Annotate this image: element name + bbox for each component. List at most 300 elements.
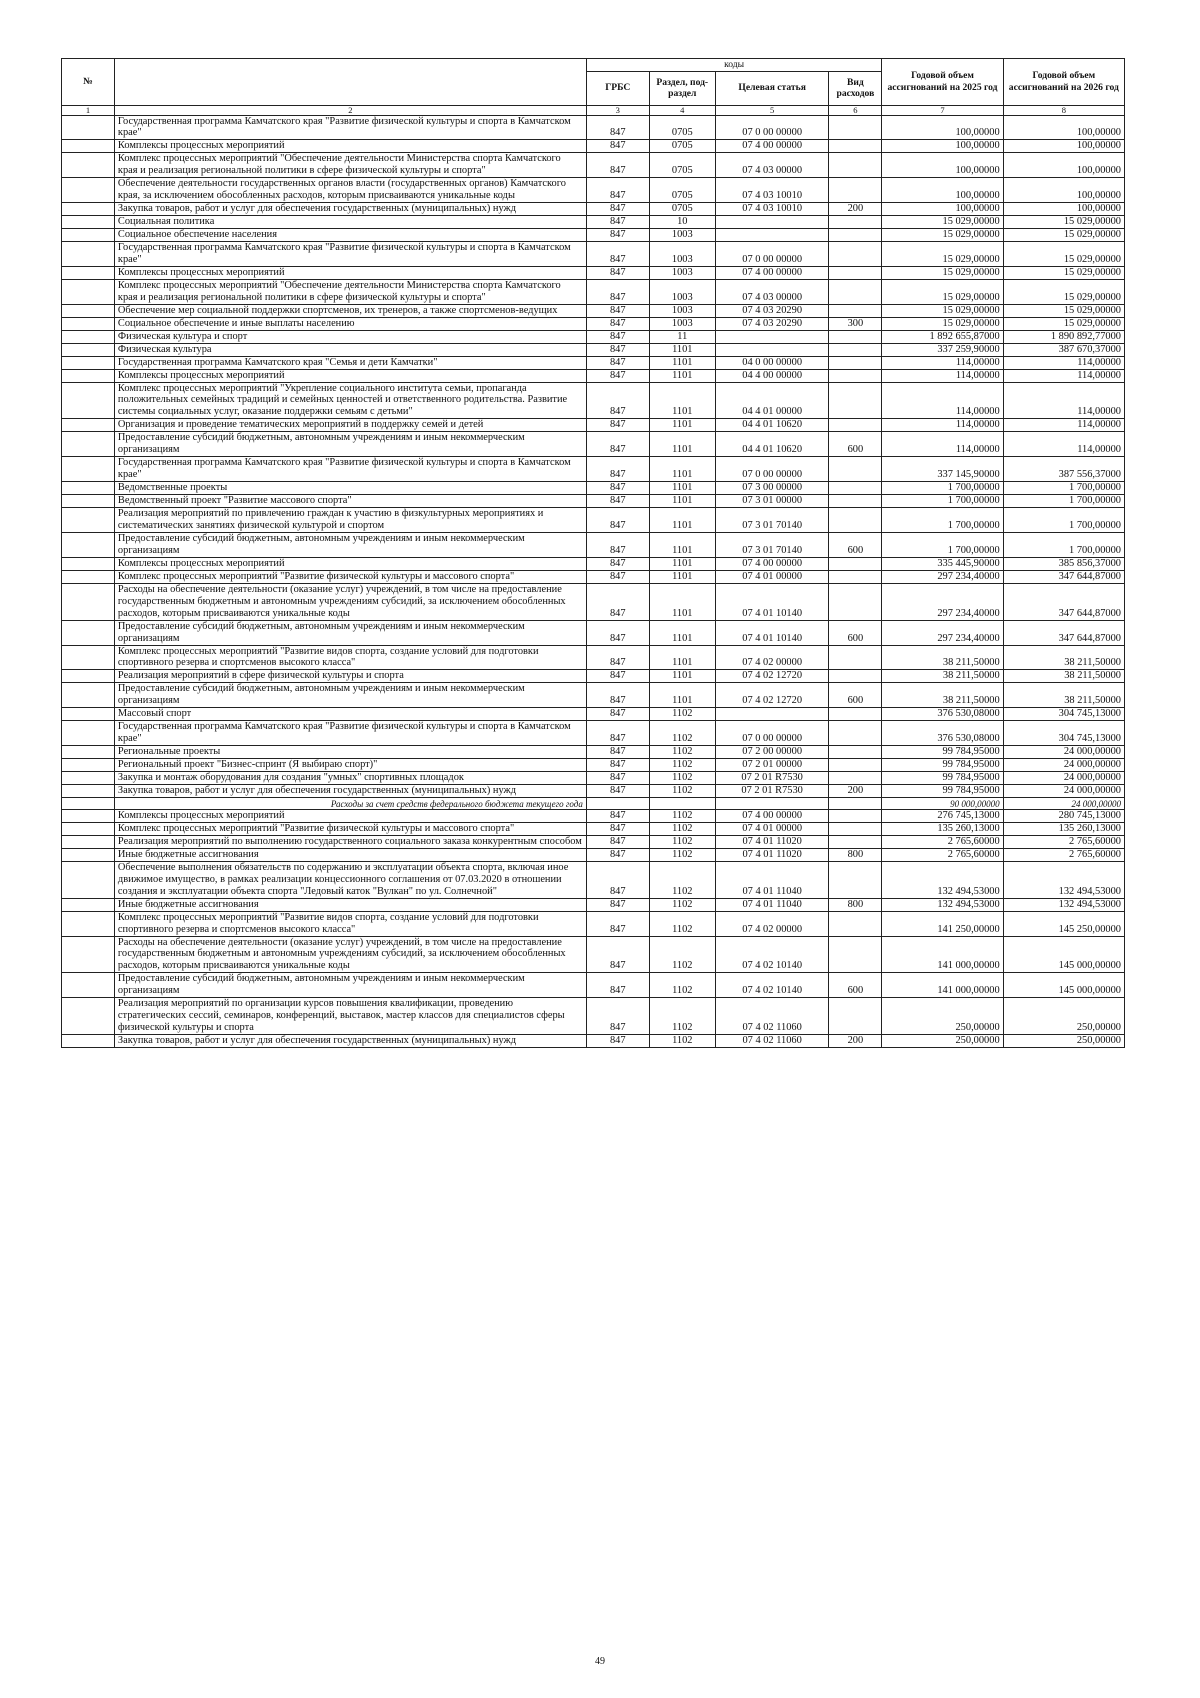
row-volume-2025: 132 494,53000 (882, 898, 1003, 911)
row-grbs: 847 (586, 570, 649, 583)
row-section: 1102 (649, 746, 715, 759)
row-name: Расходы на обеспечение деятельности (оказание услуг) учреждений, в том числе на предоставление государственным бюджетным и автономным учреждениям субсидий, за исключением обособленных расходов, которым присваиваются уникальные коды (114, 936, 586, 973)
table-row (62, 203, 1125, 216)
row-section: 1101 (649, 343, 715, 356)
row-number-cell (62, 822, 115, 835)
row-expense-type (829, 115, 882, 140)
row-name: Комплекс процессных мероприятий "Обеспечение деятельности Министерства спорта Камчатского края и реализация региональной политики в сфере физической культуры и спорта" (114, 279, 586, 304)
row-name: Обеспечение выполнения обязательств по содержанию и эксплуатации объекта спорта, включая иное движимое имущество, в рамках реализации концессионного соглашения от 07.03.2020 в отношении создания и эксплуатации объекта спорта "Ледовый каток "Вулкан" по ул. Солнечной" (114, 861, 586, 898)
row-number-cell (62, 570, 115, 583)
row-section: 1003 (649, 266, 715, 279)
row-target: 04 4 01 00000 (715, 382, 829, 419)
row-grbs: 847 (586, 203, 649, 216)
row-volume-2025: 99 784,95000 (882, 746, 1003, 759)
row-volume-2025: 100,00000 (882, 178, 1003, 203)
row-section: 0705 (649, 115, 715, 140)
row-name: Предоставление субсидий бюджетным, автономным учреждениям и иным некоммерческим организациям (114, 432, 586, 457)
row-name: Ведомственный проект "Развитие массового спорта" (114, 495, 586, 508)
row-volume-2026: 38 211,50000 (1003, 670, 1124, 683)
row-volume-2025: 1 700,00000 (882, 532, 1003, 557)
row-number-cell (62, 785, 115, 798)
row-volume-2026: 250,00000 (1003, 1035, 1124, 1048)
row-volume-2025: 1 700,00000 (882, 508, 1003, 533)
row-target: 07 4 03 20290 (715, 304, 829, 317)
row-section: 1102 (649, 848, 715, 861)
row-grbs: 847 (586, 809, 649, 822)
row-expense-type (829, 570, 882, 583)
row-volume-2025: 114,00000 (882, 432, 1003, 457)
table-row (62, 369, 1125, 382)
row-grbs: 847 (586, 645, 649, 670)
row-target: 07 3 01 00000 (715, 495, 829, 508)
row-expense-type (829, 708, 882, 721)
row-expense-type: 800 (829, 848, 882, 861)
row-grbs: 847 (586, 861, 649, 898)
row-volume-2025: 38 211,50000 (882, 683, 1003, 708)
row-name: Комплекс процессных мероприятий "Обеспечение деятельности Министерства спорта Камчатского края и реализация региональной политики в сфере физической культуры и спорта" (114, 153, 586, 178)
table-row (62, 822, 1125, 835)
table-row (62, 482, 1125, 495)
row-name: Массовый спорт (114, 708, 586, 721)
row-target: 07 0 00 00000 (715, 721, 829, 746)
row-target: 07 3 01 70140 (715, 508, 829, 533)
row-section: 1102 (649, 898, 715, 911)
row-number-cell (62, 153, 115, 178)
row-section: 1101 (649, 645, 715, 670)
row-section: 1102 (649, 1035, 715, 1048)
table-row (62, 140, 1125, 153)
row-expense-type (829, 495, 882, 508)
row-expense-type: 600 (829, 683, 882, 708)
row-section: 1102 (649, 772, 715, 785)
row-grbs: 847 (586, 898, 649, 911)
row-name: Обеспечение мер социальной поддержки спортсменов, их тренеров, а также спортсменов-ведущих (114, 304, 586, 317)
row-expense-type (829, 242, 882, 267)
row-expense-type (829, 178, 882, 203)
row-grbs: 847 (586, 242, 649, 267)
table-row (62, 835, 1125, 848)
row-target: 07 3 01 70140 (715, 532, 829, 557)
row-expense-type (829, 645, 882, 670)
table-row (62, 279, 1125, 304)
row-target: 07 4 01 11040 (715, 898, 829, 911)
row-volume-2025: 15 029,00000 (882, 304, 1003, 317)
row-section: 1003 (649, 317, 715, 330)
row-expense-type (829, 998, 882, 1035)
row-target: 07 4 03 00000 (715, 153, 829, 178)
column-number: 3 (586, 105, 649, 115)
row-volume-2025: 100,00000 (882, 115, 1003, 140)
row-volume-2026: 1 700,00000 (1003, 508, 1124, 533)
row-expense-type: 600 (829, 432, 882, 457)
budget-table (61, 58, 1125, 1048)
row-grbs: 847 (586, 330, 649, 343)
row-expense-type: 200 (829, 785, 882, 798)
row-expense-type (829, 721, 882, 746)
row-volume-2025: 114,00000 (882, 356, 1003, 369)
row-number-cell (62, 279, 115, 304)
row-volume-2025: 1 700,00000 (882, 482, 1003, 495)
row-volume-2026: 1 890 892,77000 (1003, 330, 1124, 343)
row-name: Организация и проведение тематических мероприятий в поддержку семей и детей (114, 419, 586, 432)
row-expense-type (829, 759, 882, 772)
row-expense-type (829, 746, 882, 759)
row-target (715, 330, 829, 343)
row-number-cell (62, 343, 115, 356)
row-grbs: 847 (586, 1035, 649, 1048)
row-expense-type (829, 266, 882, 279)
row-grbs: 847 (586, 620, 649, 645)
row-volume-2025: 135 260,13000 (882, 822, 1003, 835)
table-row (62, 973, 1125, 998)
row-section: 1003 (649, 304, 715, 317)
row-number-cell (62, 708, 115, 721)
row-target: 04 4 01 10620 (715, 419, 829, 432)
row-volume-2026: 280 745,13000 (1003, 809, 1124, 822)
row-volume-2025: 250,00000 (882, 998, 1003, 1035)
row-volume-2025: 2 765,60000 (882, 848, 1003, 861)
row-section: 1102 (649, 809, 715, 822)
row-expense-type (829, 229, 882, 242)
row-grbs: 847 (586, 279, 649, 304)
row-target: 07 2 01 R7530 (715, 785, 829, 798)
row-volume-2026: 145 250,00000 (1003, 911, 1124, 936)
row-expense-type (829, 911, 882, 936)
row-volume-2026: 145 000,00000 (1003, 936, 1124, 973)
row-section: 1101 (649, 683, 715, 708)
table-row (62, 432, 1125, 457)
row-number-cell (62, 419, 115, 432)
row-name: Расходы на обеспечение деятельности (оказание услуг) учреждений, в том числе на предоставление государственным бюджетным и автономным учреждениям субсидий, за исключением обособленных расходов, которым присваиваются уникальные коды (114, 583, 586, 620)
table-row (62, 382, 1125, 419)
row-volume-2025: 376 530,08000 (882, 708, 1003, 721)
table-row (62, 508, 1125, 533)
row-volume-2025: 15 029,00000 (882, 216, 1003, 229)
row-expense-type (829, 382, 882, 419)
table-row (62, 457, 1125, 482)
row-target: 07 4 02 11060 (715, 1035, 829, 1048)
row-volume-2025: 2 765,60000 (882, 835, 1003, 848)
row-target: 07 4 03 00000 (715, 279, 829, 304)
row-volume-2025: 114,00000 (882, 419, 1003, 432)
row-section: 1003 (649, 242, 715, 267)
row-expense-type (829, 508, 882, 533)
row-volume-2026: 2 765,60000 (1003, 848, 1124, 861)
row-section: 1102 (649, 835, 715, 848)
row-name: Реализация мероприятий по организации курсов повышения квалификации, проведению стратегических сессий, семинаров, конференций, выставок, мастер классов для специалистов сферы физической культуры и спорта (114, 998, 586, 1035)
table-row (62, 419, 1125, 432)
table-row (62, 115, 1125, 140)
row-section: 1101 (649, 508, 715, 533)
row-section: 1102 (649, 911, 715, 936)
row-volume-2026: 135 260,13000 (1003, 822, 1124, 835)
row-volume-2025: 335 445,90000 (882, 557, 1003, 570)
row-name: Комплексы процессных мероприятий (114, 266, 586, 279)
row-section: 1101 (649, 620, 715, 645)
row-section: 1101 (649, 457, 715, 482)
row-number-cell (62, 356, 115, 369)
row-target: 04 4 01 10620 (715, 432, 829, 457)
row-volume-2025: 99 784,95000 (882, 772, 1003, 785)
table-row (62, 721, 1125, 746)
row-number-cell (62, 495, 115, 508)
row-volume-2025: 38 211,50000 (882, 670, 1003, 683)
row-target: 07 4 02 12720 (715, 670, 829, 683)
row-target: 07 0 00 00000 (715, 242, 829, 267)
row-name: Комплексы процессных мероприятий (114, 369, 586, 382)
row-volume-2026: 24 000,00000 (1003, 797, 1124, 809)
column-number: 7 (882, 105, 1003, 115)
row-volume-2026: 114,00000 (1003, 356, 1124, 369)
row-section: 1101 (649, 583, 715, 620)
table-row (62, 746, 1125, 759)
row-expense-type: 600 (829, 532, 882, 557)
row-volume-2026: 347 644,87000 (1003, 583, 1124, 620)
table-row (62, 998, 1125, 1035)
row-number-cell (62, 797, 115, 809)
row-target: 07 4 01 11020 (715, 835, 829, 848)
row-volume-2026: 1 700,00000 (1003, 532, 1124, 557)
row-volume-2025: 1 892 655,87000 (882, 330, 1003, 343)
table-row (62, 759, 1125, 772)
row-expense-type (829, 557, 882, 570)
row-target: 07 4 02 10140 (715, 936, 829, 973)
row-volume-2025: 337 259,90000 (882, 343, 1003, 356)
row-name: Комплексы процессных мероприятий (114, 140, 586, 153)
row-section: 1101 (649, 532, 715, 557)
row-name: Комплекс процессных мероприятий "Развитие видов спорта, создание условий для подготовки спортивного резерва и спортсменов высокого класса" (114, 911, 586, 936)
row-expense-type: 600 (829, 973, 882, 998)
row-number-cell (62, 861, 115, 898)
row-volume-2025: 141 000,00000 (882, 973, 1003, 998)
row-name: Реализация мероприятий в сфере физической культуры и спорта (114, 670, 586, 683)
row-number-cell (62, 898, 115, 911)
row-section: 1101 (649, 670, 715, 683)
row-volume-2025: 132 494,53000 (882, 861, 1003, 898)
row-target (715, 229, 829, 242)
row-grbs: 847 (586, 911, 649, 936)
table-row (62, 936, 1125, 973)
page-number: 49 (595, 1656, 605, 1667)
row-volume-2025: 141 250,00000 (882, 911, 1003, 936)
row-target (715, 343, 829, 356)
row-volume-2026: 347 644,87000 (1003, 620, 1124, 645)
row-volume-2025: 1 700,00000 (882, 495, 1003, 508)
row-volume-2025: 376 530,08000 (882, 721, 1003, 746)
table-row (62, 532, 1125, 557)
row-volume-2026: 347 644,87000 (1003, 570, 1124, 583)
row-target (715, 216, 829, 229)
row-name: Закупка товаров, работ и услуг для обеспечения государственных (муниципальных) нужд (114, 1035, 586, 1048)
row-number-cell (62, 330, 115, 343)
row-number-cell (62, 1035, 115, 1048)
table-row (62, 557, 1125, 570)
row-name: Комплекс процессных мероприятий "Развитие физической культуры и массового спорта" (114, 570, 586, 583)
row-volume-2025: 114,00000 (882, 369, 1003, 382)
row-volume-2026: 145 000,00000 (1003, 973, 1124, 998)
row-volume-2026: 114,00000 (1003, 382, 1124, 419)
row-name: Социальное обеспечение и иные выплаты населению (114, 317, 586, 330)
row-section: 0705 (649, 203, 715, 216)
row-expense-type (829, 153, 882, 178)
row-number-cell (62, 998, 115, 1035)
row-expense-type (829, 936, 882, 973)
row-name: Региональный проект "Бизнес-спринт (Я выбираю спорт)" (114, 759, 586, 772)
row-name: Государственная программа Камчатского края "Развитие физической культуры и спорта в Камчатском крае" (114, 115, 586, 140)
row-volume-2026: 24 000,00000 (1003, 785, 1124, 798)
row-number-cell (62, 911, 115, 936)
table-row (62, 708, 1125, 721)
row-section: 1101 (649, 495, 715, 508)
row-name: Ведомственные проекты (114, 482, 586, 495)
row-grbs: 847 (586, 356, 649, 369)
row-volume-2025: 15 029,00000 (882, 229, 1003, 242)
row-name: Предоставление субсидий бюджетным, автономным учреждениям и иным некоммерческим организациям (114, 532, 586, 557)
row-target: 07 4 01 00000 (715, 570, 829, 583)
column-number: 6 (829, 105, 882, 115)
row-expense-type (829, 304, 882, 317)
header-section: Раздел, под-раздел (649, 71, 715, 105)
row-name: Социальное обеспечение населения (114, 229, 586, 242)
row-volume-2025: 276 745,13000 (882, 809, 1003, 822)
row-section: 1101 (649, 419, 715, 432)
row-grbs: 847 (586, 835, 649, 848)
row-section: 1102 (649, 936, 715, 973)
row-section: 1003 (649, 229, 715, 242)
row-section: 1101 (649, 432, 715, 457)
table-row (62, 683, 1125, 708)
table-row (62, 178, 1125, 203)
row-volume-2026: 38 211,50000 (1003, 645, 1124, 670)
row-volume-2025: 99 784,95000 (882, 759, 1003, 772)
row-expense-type (829, 482, 882, 495)
table-row (62, 229, 1125, 242)
header-vol-2025: Годовой объем ассигнований на 2025 год (882, 59, 1003, 106)
row-grbs: 847 (586, 785, 649, 798)
row-grbs: 847 (586, 848, 649, 861)
row-section: 1102 (649, 721, 715, 746)
row-grbs: 847 (586, 508, 649, 533)
row-section: 10 (649, 216, 715, 229)
row-name: Комплексы процессных мероприятий (114, 809, 586, 822)
row-target: 07 4 02 11060 (715, 998, 829, 1035)
row-target: 07 4 03 10010 (715, 203, 829, 216)
row-number-cell (62, 140, 115, 153)
row-expense-type (829, 809, 882, 822)
row-target: 07 4 03 10010 (715, 178, 829, 203)
table-row (62, 343, 1125, 356)
row-target (715, 797, 829, 809)
row-grbs: 847 (586, 304, 649, 317)
row-number-cell (62, 532, 115, 557)
row-target: 07 4 00 00000 (715, 266, 829, 279)
row-number-cell (62, 936, 115, 973)
row-expense-type: 600 (829, 620, 882, 645)
row-volume-2026: 2 765,60000 (1003, 835, 1124, 848)
row-grbs: 847 (586, 746, 649, 759)
row-number-cell (62, 178, 115, 203)
header-grbs: ГРБС (586, 71, 649, 105)
row-grbs: 847 (586, 936, 649, 973)
row-grbs: 847 (586, 153, 649, 178)
row-volume-2025: 297 234,40000 (882, 620, 1003, 645)
row-volume-2025: 15 029,00000 (882, 266, 1003, 279)
row-volume-2026: 15 029,00000 (1003, 216, 1124, 229)
row-volume-2026: 100,00000 (1003, 153, 1124, 178)
row-volume-2026: 100,00000 (1003, 115, 1124, 140)
row-target (715, 708, 829, 721)
row-volume-2026: 304 745,13000 (1003, 708, 1124, 721)
row-volume-2025: 100,00000 (882, 153, 1003, 178)
row-section: 1003 (649, 279, 715, 304)
table-row (62, 495, 1125, 508)
row-volume-2025: 90 000,00000 (882, 797, 1003, 809)
table-row (62, 570, 1125, 583)
row-name: Государственная программа Камчатского края "Развитие физической культуры и спорта в Камчатском крае" (114, 721, 586, 746)
row-expense-type (829, 330, 882, 343)
row-number-cell (62, 229, 115, 242)
table-row (62, 583, 1125, 620)
table-row (62, 848, 1125, 861)
row-grbs: 847 (586, 557, 649, 570)
row-grbs: 847 (586, 973, 649, 998)
row-expense-type: 300 (829, 317, 882, 330)
row-expense-type (829, 822, 882, 835)
table-row (62, 1035, 1125, 1048)
row-grbs: 847 (586, 532, 649, 557)
table-row (62, 809, 1125, 822)
row-section: 1101 (649, 382, 715, 419)
row-volume-2026: 15 029,00000 (1003, 317, 1124, 330)
row-volume-2025: 100,00000 (882, 203, 1003, 216)
table-row (62, 861, 1125, 898)
row-section: 1102 (649, 759, 715, 772)
row-section: 1101 (649, 356, 715, 369)
row-number-cell (62, 382, 115, 419)
row-grbs: 847 (586, 721, 649, 746)
row-name: Комплексы процессных мероприятий (114, 557, 586, 570)
row-name: Предоставление субсидий бюджетным, автономным учреждениям и иным некоммерческим организациям (114, 973, 586, 998)
row-volume-2025: 250,00000 (882, 1035, 1003, 1048)
row-grbs: 847 (586, 670, 649, 683)
row-volume-2026: 250,00000 (1003, 998, 1124, 1035)
table-row (62, 785, 1125, 798)
row-grbs: 847 (586, 229, 649, 242)
row-number-cell (62, 973, 115, 998)
row-number-cell (62, 772, 115, 785)
row-target: 07 4 01 11040 (715, 861, 829, 898)
row-grbs: 847 (586, 369, 649, 382)
row-target: 04 4 00 00000 (715, 369, 829, 382)
header-target: Целевая статья (715, 71, 829, 105)
header-name (114, 59, 586, 106)
row-number-cell (62, 216, 115, 229)
row-grbs: 847 (586, 115, 649, 140)
header-vol-2026: Годовой объем ассигнований на 2026 год (1003, 59, 1124, 106)
row-name: Государственная программа Камчатского края "Развитие физической культуры и спорта в Камчатском крае" (114, 242, 586, 267)
row-volume-2026: 385 856,37000 (1003, 557, 1124, 570)
row-volume-2026: 1 700,00000 (1003, 495, 1124, 508)
table-row (62, 645, 1125, 670)
row-volume-2025: 114,00000 (882, 382, 1003, 419)
row-section: 0705 (649, 178, 715, 203)
row-number-cell (62, 432, 115, 457)
row-target: 07 4 01 11020 (715, 848, 829, 861)
row-target: 07 4 02 00000 (715, 911, 829, 936)
table-row (62, 898, 1125, 911)
row-target: 07 4 00 00000 (715, 809, 829, 822)
header-expense-type: Вид расходов (829, 71, 882, 105)
